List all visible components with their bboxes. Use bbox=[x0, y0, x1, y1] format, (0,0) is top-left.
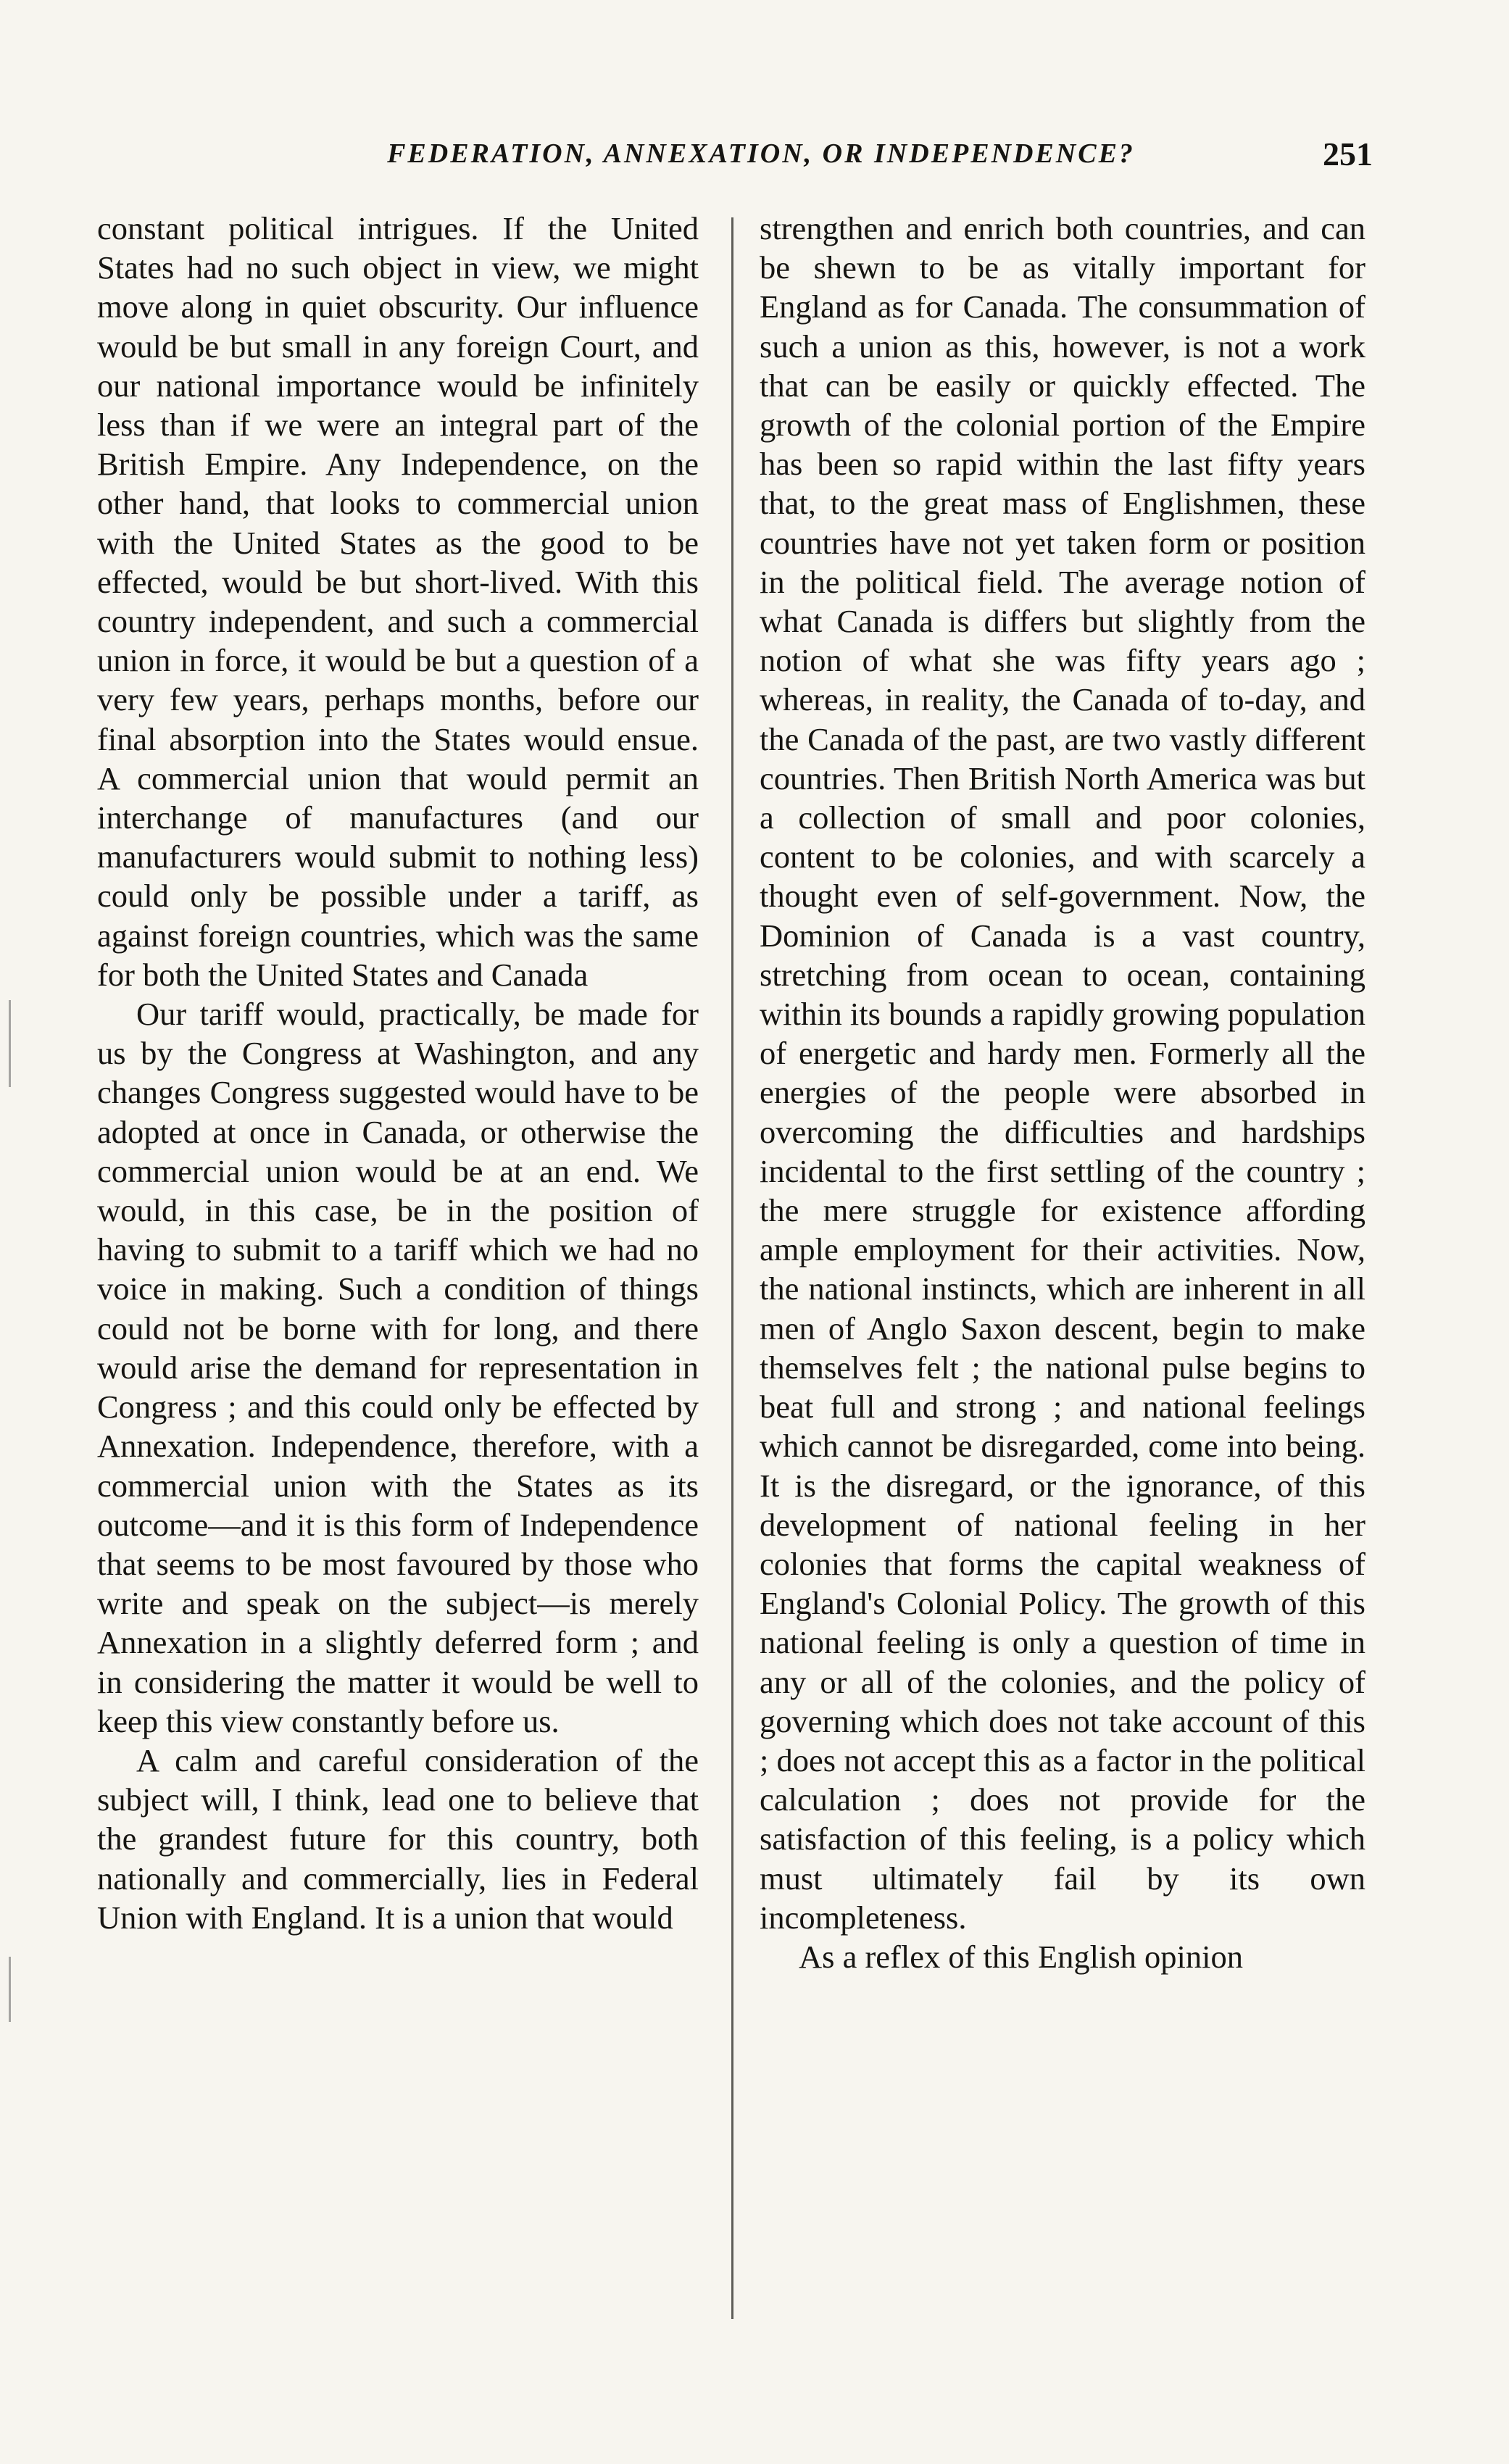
column-divider bbox=[731, 217, 733, 2319]
scan-edge-mark bbox=[9, 1000, 11, 1087]
page-number: 251 bbox=[1323, 136, 1373, 172]
paragraph: constant political intrigues. If the United States had no such object in view, we might move along in quiet obscurity. Our influence would be but small in any foreign Court, and our national importance would be infinitely less than if we were an integral part of the British Empire. Any Independence, on the other hand, that looks to commercial union with the United States as the good to be effected, would be but short-lived. With this country independent, and such a commercial union in force, it would be but a question of a very few years, perhaps months, before our final absorption into the States would ensue. A commercial union that would permit an interchange of manufactures (and our manufacturers would submit to nothing less) could only be possible under a tariff, as against foreign countries, which was the same for both the United States and Canada bbox=[97, 210, 699, 993]
scan-edge-mark bbox=[9, 1957, 11, 2022]
paragraph: strengthen and enrich both countries, and can be shewn to be as vitally important for England as for Canada. The consummation of such a union as this, however, is not a work that can be easily or quickly effected. The growth of the colonial portion of the Empire has been so rapid within the last fifty years that, to the great mass of Englishmen, these countries have not yet taken form or position in the political field. The average notion of what Canada is differs but slightly from the notion of what she was fifty years ago ; whereas, in reality, the Canada of to-day, and the Canada of the past, are two vastly different countries. Then British North America was but a collection of small and poor colonies, content to be colonies, and with scarcely a thought even of self-government. Now, the Dominion of Canada is a vast country, stretching from ocean to ocean, containing within its bounds a rapidly growing population of energetic and hardy men. Formerly all the energies of the people were absorbed in overcoming the difficulties and hardships incidental to the first settling of the country ; the mere struggle for existence affording ample employment for their activities. Now, the national instincts, which are inherent in all men of Anglo Saxon descent, begin to make themselves felt ; the national pulse begins to beat full and strong ; and national feelings which cannot be disregarded, come into being. It is the disregard, or the ignorance, of this development of national feeling in her colonies that forms the capital weakness of England's Colonial Policy. The growth of this national feeling is only a question of time in any or all of the colonies, and the policy of governing which does not take account of this ; does not accept this as a factor in the political calculation ; does not provide for the satisfaction of this feeling, is a policy which must ultimately fail by its own incompleteness. bbox=[760, 210, 1365, 1936]
paragraph: Our tariff would, practically, be made for us by the Congress at Washington, and any changes Congress suggested would have to be adopted at once in Canada, or otherwise the commercial union would be at an end. We would, in this case, be in the position of having to submit to a tariff which we had no voice in making. Such a condition of things could not be borne with for long, and there would arise the demand for representation in Congress ; and this could only be effected by Annexation. Independence, therefore, with a commercial union with the States as its outcome—and it is this form of Independence that seems to be most favoured by those who write and speak on the subject—is merely Annexation in a slightly deferred form ; and in considering the matter it would be well to keep this view constantly before us. bbox=[97, 996, 699, 1739]
left-text-column bbox=[97, 209, 699, 1937]
paragraph: A calm and careful consideration of the subject will, I think, lead one to believe that the grandest future for this country, both nationally and commercially, lies in Federal Union with England. It is a union that would bbox=[97, 1741, 699, 1936]
running-title: FEDERATION, ANNEXATION, OR INDEPENDENCE? bbox=[387, 138, 1135, 169]
paragraph: As a reflex of this English opinion bbox=[799, 1938, 1244, 1975]
right-text-column bbox=[760, 209, 1365, 1976]
